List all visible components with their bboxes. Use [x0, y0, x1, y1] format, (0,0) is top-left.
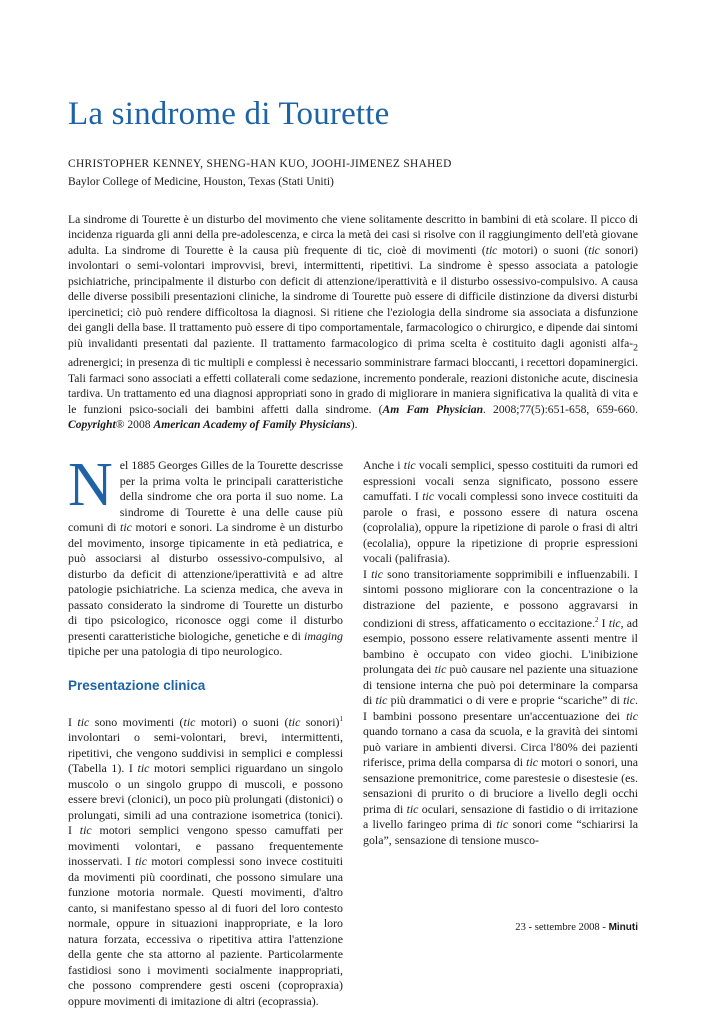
body-italic: tic	[526, 755, 539, 770]
reference-marker: 1	[339, 715, 343, 723]
body-italic: tic	[406, 801, 419, 816]
body-text: involontari o semi-volontari, brevi, intermittenti, ripetitivi, che vengono suddivisi in semplici e complessi (Tabella 1). I	[68, 730, 343, 776]
body-text: motori complessi sono invece costituiti da movimenti più coordinati, che possono simulare una funzione motoria normale. Questi movimenti, d'altro canto, si manifestano spesso al di fuori del loro contesto normale, oppure in situazioni inappropriate, e la loro natura forzata, eccessiva o ripetitiva attira l'attenzione della gente che sta attorno al paziente. Particolarmente fastidiosi sono i movimenti socialmente inappropriati, che possono comprendere gesti osceni (copropraxia) oppure movimenti di imitazione di altri (ecoprassia).	[68, 854, 343, 1008]
abstract-italic: tic	[485, 243, 498, 257]
body-text: motori) o suoni (	[195, 714, 289, 729]
body-text: vocali semplici, spesso costituiti da rumori ed espressioni vocali senza significato, possono essere camuffati. I	[363, 458, 638, 503]
section-paragraph	[68, 712, 343, 1009]
body-text: sonori)	[300, 714, 340, 729]
body-italic: tic	[183, 714, 196, 729]
body-text: sono transitoriamente sopprimibili e influenzabili. I sintomi possono migliorare con la concentrazione o la distrazione del paziente, e possono aggravarsi in condizioni di stress, affaticamento o eccitazione.	[363, 566, 639, 630]
body-italic: tic	[120, 520, 132, 534]
paragraph-suppressible	[363, 567, 638, 849]
abstract-journal: Am Fam Physician	[382, 402, 484, 416]
body-text: I	[68, 714, 78, 729]
page-number: 23 - settembre 2008 -	[515, 922, 609, 933]
body-text: Anche i	[363, 458, 404, 472]
body-text: sonori come “schiarirsi la gola”, sensazione di tensione musco-	[363, 817, 639, 847]
body-italic: tic	[79, 823, 92, 838]
abstract-copyright: Copyright	[68, 418, 116, 432]
abstract-text: ).	[350, 418, 358, 432]
intro-paragraph	[68, 451, 343, 660]
abstract-text: sonori) involontari o semi-volontari improvvisi, brevi, intermittenti, ripetitivi. La sindrome è spesso associata a patologie psichiatriche, principalmente il disturbo con deficit di attenzione/iperattività e il disturbo ossessivo-compulsivo. A causa delle diverse possibili presentazioni cliniche, la sindrome di Tourette può essere di difficile distinzione da diversi disturbi ipercinetici; ciò può rendere difficoltosa la diagnosi. Si ritiene che l'eziologia della sindrome sia associata a disfunzione dei gangli della base. Il trattamento può essere di tipo comportamentale, farmacologico o chirurgico, e dipende dai sintomi più invalidanti presentati dal paziente. Il trattamento farmacologico di prima scelta è costituito dagli agonisti alfa-	[68, 243, 639, 350]
abstract-text: La sindrome di Tourette è un disturbo del movimento che viene solitamente descritto in bambini di età scolare. Il picco di incidenza riguarda gli anni della pre-adolescenza, e circa la metà dei casi si risolve con il raggiungimento dell'età giovane adulta. La sindrome di Tourette è la causa più frequente di tic, cioè di movimenti (	[68, 213, 638, 257]
body-italic: tic	[371, 566, 383, 581]
section-heading: Presentazione clinica	[68, 677, 206, 693]
body-column-right	[363, 458, 638, 848]
body-italic: tic	[422, 489, 435, 503]
body-italic: tic	[77, 714, 90, 729]
article-title: La sindrome di Tourette	[68, 96, 390, 132]
abstract-text: ® 2008	[115, 418, 154, 432]
body-italic: tic	[623, 693, 636, 708]
body-text: , ad esempio, possono essere relativamente assenti mentre il bambino è occupato con video giochi. L'inibizione prolungata dei	[363, 615, 639, 677]
body-italic: tic	[608, 615, 621, 630]
body-italic: tic	[288, 714, 301, 729]
abstract-subscript: 2	[633, 341, 638, 353]
body-text: sono movimenti (	[89, 714, 184, 729]
abstract-text: adrenergici; in presenza di tic multipli e complessi è necessario somministrare farmaci bloccanti, i recettori dopaminergici. Tali farmaci sono associati a effetti collaterali come sedazione, incremento ponderale, reazioni distoniche acute, discinesia tardiva. Un trattamento ed una diagnosi appropriati sono in grado di migliorare in maniera significativa la qualità di vita e le funzioni psico-sociali dei bambini affetti dalla sindrome. (	[68, 356, 638, 416]
body-italic: tic	[434, 662, 447, 677]
body-text: . I bambini possono presentare un'accentuazione dei	[363, 693, 638, 723]
body-text: I	[598, 615, 609, 630]
abstract-citation: . 2008;77(5):651-658, 659-660.	[483, 402, 638, 416]
body-italic: tic	[496, 817, 509, 832]
article-affiliation: Baylor College of Medicine, Houston, Texas (Stati Uniti)	[68, 175, 334, 188]
abstract-text: motori) o suoni (	[497, 243, 589, 257]
reference-marker: 2	[595, 616, 599, 624]
body-text: motori semplici vengono spesso camuffati per movimenti volontari, e passano frequentemente inosservati. I	[68, 823, 343, 869]
abstract-italic: tic	[588, 243, 600, 257]
body-text: oculari, sensazione di fastidio o di irritazione a livello faringeo prima di	[363, 801, 638, 832]
abstract-publisher: American Academy of Family Physicians	[153, 418, 351, 432]
body-column-left	[68, 451, 343, 1009]
body-italic: tic	[135, 854, 147, 869]
body-italic: imaging	[304, 628, 343, 643]
article-authors: CHRISTOPHER KENNEY, SHENG-HAN KUO, JOOHI-JIMENEZ SHAHED	[68, 158, 452, 170]
drop-cap: N	[68, 451, 113, 519]
body-text: I	[363, 566, 372, 581]
body-text: tipiche per una patologia di tipo neurologico.	[68, 644, 283, 658]
body-text: motori o sonori, una sensazione premonitrice, come parestesie o disestesie (es. sensazioni di prurito o di bruciore a livello degli occhi prima di	[363, 755, 638, 816]
body-italic: tic	[403, 458, 416, 472]
page-footer	[515, 922, 638, 933]
body-text: motori e sonori. La sindrome è un disturbo del movimento, insorge tipicamente in età pediatrica, e può associarsi al disturbo ossessivo-compulsivo, al disturbo da deficit di attenzione/iperattività e ad altre patologie psichiatriche. La scienza medica, che aveva in passato considerato la sindrome di Tourette un disturbo di tipo psicologico, riconosce oggi come il disturbo presenti caratteristiche biologiche, genetiche e di	[68, 520, 343, 643]
body-text: el 1885 Georges Gilles de la Tourette descrisse per la prima volta le principali caratteristiche della sindrome che ora porta il suo nome. La sindrome di Tourette è una delle cause più comuni di	[68, 458, 343, 534]
abstract	[68, 212, 638, 433]
body-text: può causare nel paziente una situazione di tensione interna che può poi determinare la comparsa di	[363, 662, 638, 708]
body-text: quando tornano a casa da scuola, e la gravità dei sintomi può variare in ambienti diversi. Circa l'80% dei pazienti riferisce, prima della comparsa di	[363, 724, 638, 770]
body-text: vocali complessi sono invece costituiti da parole o frasi, e possono essere di natura oscena (coprolalia), oppure la ripetizione di parole o frasi di altri (ecolalia), oppure la ripetizione di proprie espressioni vocali (palifrasia).	[363, 489, 638, 565]
body-italic: tic	[137, 761, 150, 776]
body-text: motori semplici riguardano un singolo muscolo o un singolo gruppo di muscoli, e possono essere brevi (clonici), un poco più prolungati (distonici) o prolungati, simili ad una contrazione isometrica (tonici). I	[68, 761, 343, 838]
magazine-name: Minuti	[608, 922, 638, 933]
body-text: più drammatici o di vere e proprie “scariche” di	[387, 693, 624, 708]
body-italic: tic	[375, 693, 388, 708]
paragraph-vocal-tics	[363, 458, 638, 567]
body-italic: tic	[626, 708, 638, 723]
